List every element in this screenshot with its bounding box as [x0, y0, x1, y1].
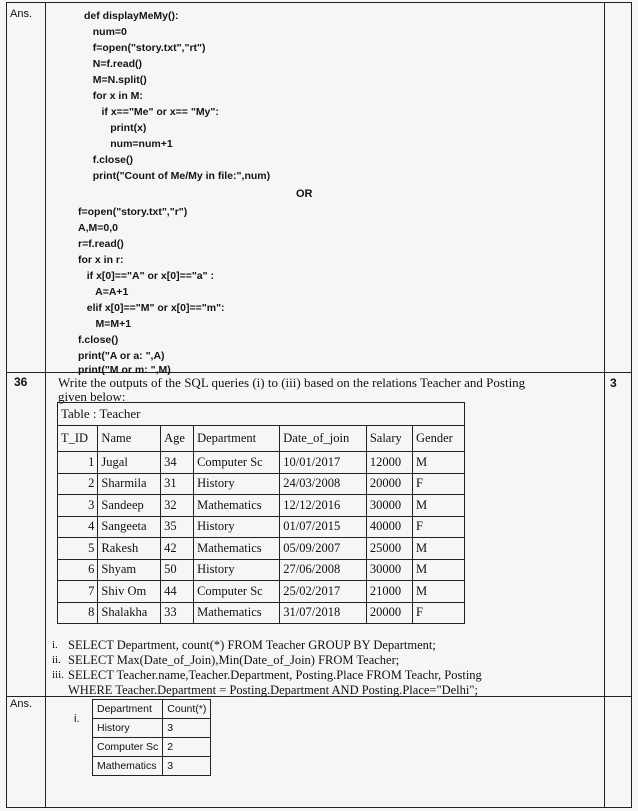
code-line: for x in r: [78, 254, 124, 266]
query-line [52, 638, 482, 653]
column-header: T_ID [58, 426, 98, 452]
table-cell: 25000 [366, 538, 412, 560]
or-separator: OR [296, 188, 313, 200]
code-line: M=M+1 [78, 318, 132, 330]
table-cell: M [413, 452, 465, 474]
column-header: Name [98, 426, 161, 452]
table-cell: 21000 [366, 581, 412, 603]
table-cell: Mathematics [93, 757, 163, 776]
question-text-line-1: Write the outputs of the SQL queries (i) to (iii) based on the relations Teacher and Posting [58, 375, 526, 390]
table-cell: History [194, 516, 280, 538]
teacher-table [57, 402, 465, 624]
code-line: def displayMeMy(): [84, 10, 179, 22]
table-cell: Mathematics [194, 602, 280, 624]
table-row [58, 473, 465, 495]
code-line: elif x[0]=="M" or x[0]=="m": [78, 302, 225, 314]
table-cell: Computer Sc [194, 581, 280, 603]
code-line: if x=="Me" or x== "My": [84, 106, 219, 118]
table-cell: F [413, 602, 465, 624]
table-cell: M [413, 538, 465, 560]
table-cell: Shalakha [98, 602, 161, 624]
table-cell: 2 [58, 473, 98, 495]
column-header: Date_of_join [280, 426, 367, 452]
code-line: N=f.read() [84, 58, 143, 70]
query-text: SELECT Teacher.name,Teacher.Department, Posting.Place FROM Teachr, Posting [68, 668, 482, 682]
table-cell: Sharmila [98, 473, 161, 495]
code-line: M=N.split() [84, 74, 147, 86]
table-cell: History [194, 559, 280, 581]
sql-queries [52, 638, 482, 698]
query-number: i. [52, 639, 58, 651]
column-header: Age [161, 426, 194, 452]
table-cell: Shiv Om [98, 581, 161, 603]
table-header-row [58, 426, 465, 452]
table-cell: 30000 [366, 495, 412, 517]
table-row [58, 602, 465, 624]
table-cell: F [413, 473, 465, 495]
code-line: print("A or a: ",A) [78, 350, 165, 362]
code-line: num=num+1 [84, 138, 173, 150]
code-line: for x in M: [84, 90, 143, 102]
ans-label: Ans. [10, 8, 33, 20]
table-cell: History [93, 719, 163, 738]
table-cell: 32 [161, 495, 194, 517]
table-cell: 50 [161, 559, 194, 581]
table-cell: Sandeep [98, 495, 161, 517]
table-cell: 3 [163, 757, 211, 776]
marks-column-divider [604, 3, 605, 807]
column-header: Count(*) [163, 700, 211, 719]
table-row [58, 581, 465, 603]
query-number: iii. [52, 669, 64, 681]
table-cell: 2 [163, 738, 211, 757]
question-text-line-2: given below: [58, 389, 126, 404]
table-cell: M [413, 581, 465, 603]
code-line: f=open("story.txt","r") [78, 206, 188, 218]
table-cell: Jugal [98, 452, 161, 474]
table-cell: Computer Sc [194, 452, 280, 474]
table-cell: 4 [58, 516, 98, 538]
table-cell: 42 [161, 538, 194, 560]
column-header: Department [194, 426, 280, 452]
table-cell: 35 [161, 516, 194, 538]
table-row [93, 738, 211, 757]
column-header: Salary [366, 426, 412, 452]
table-cell: Mathematics [194, 538, 280, 560]
table-row [58, 538, 465, 560]
table-cell: M [413, 495, 465, 517]
table-cell: 1 [58, 452, 98, 474]
table-cell: 12000 [366, 452, 412, 474]
table-row [58, 559, 465, 581]
table-cell: 8 [58, 602, 98, 624]
table-cell: 25/02/2017 [280, 581, 367, 603]
query-text: SELECT Department, count(*) FROM Teacher GROUP BY Department; [68, 638, 436, 652]
table-cell: 7 [58, 581, 98, 603]
table-row [58, 452, 465, 474]
query-number: ii. [52, 654, 61, 666]
table-cell: 10/01/2017 [280, 452, 367, 474]
query-line [52, 683, 482, 698]
table-cell: 33 [161, 602, 194, 624]
table-cell: Mathematics [194, 495, 280, 517]
code-line: print("M or m: ",M) [78, 364, 171, 376]
code-line: if x[0]=="A" or x[0]=="a" : [78, 270, 215, 282]
table-cell: Shyam [98, 559, 161, 581]
code-line: A=A+1 [78, 286, 129, 298]
table-cell: 24/03/2008 [280, 473, 367, 495]
table-caption: Table : Teacher [58, 403, 465, 426]
code-line: print(x) [84, 122, 147, 134]
table-cell: 44 [161, 581, 194, 603]
table-cell: 20000 [366, 602, 412, 624]
table-cell: 3 [58, 495, 98, 517]
question-marks: 3 [610, 376, 617, 390]
query-text: WHERE Teacher.Department = Posting.Department AND Posting.Place="Delhi"; [68, 683, 478, 697]
table-row [93, 719, 211, 738]
table-cell: 3 [163, 719, 211, 738]
table-cell: 27/06/2008 [280, 559, 367, 581]
code-line: f=open("story.txt","rt") [84, 42, 206, 54]
table-cell: M [413, 559, 465, 581]
table-cell: 40000 [366, 516, 412, 538]
answer-header-row [93, 700, 211, 719]
query-line [52, 653, 482, 668]
table-cell: 20000 [366, 473, 412, 495]
table-cell: F [413, 516, 465, 538]
table-cell: 34 [161, 452, 194, 474]
query-line [52, 668, 482, 683]
table-row [93, 757, 211, 776]
table-cell: Rakesh [98, 538, 161, 560]
table-cell: 01/07/2015 [280, 516, 367, 538]
answer-table [92, 699, 211, 776]
code-line: f.close() [78, 334, 119, 346]
table-cell: 05/09/2007 [280, 538, 367, 560]
question-number: 36 [14, 375, 28, 389]
code-line: f.close() [84, 154, 134, 166]
code-line: num=0 [84, 26, 127, 38]
answer-part-number: i. [74, 713, 80, 725]
table-cell: 30000 [366, 559, 412, 581]
query-number [52, 683, 68, 698]
label-column-divider [45, 3, 46, 807]
code-line: print("Count of Me/My in file:",num) [84, 170, 271, 182]
table-cell: Computer Sc [93, 738, 163, 757]
table-cell: 31/07/2018 [280, 602, 367, 624]
code-line: r=f.read() [78, 238, 124, 250]
column-header: Gender [413, 426, 465, 452]
ans-label-2: Ans. [10, 698, 33, 710]
table-cell: 31 [161, 473, 194, 495]
table-row [58, 495, 465, 517]
code-line: A,M=0,0 [78, 222, 118, 234]
column-header: Department [93, 700, 163, 719]
query-text: SELECT Max(Date_of_Join),Min(Date_of_Join) FROM Teacher; [68, 653, 400, 667]
table-cell: History [194, 473, 280, 495]
table-cell: 6 [58, 559, 98, 581]
table-cell: Sangeeta [98, 516, 161, 538]
table-cell: 5 [58, 538, 98, 560]
table-cell: 12/12/2016 [280, 495, 367, 517]
table-row [58, 516, 465, 538]
